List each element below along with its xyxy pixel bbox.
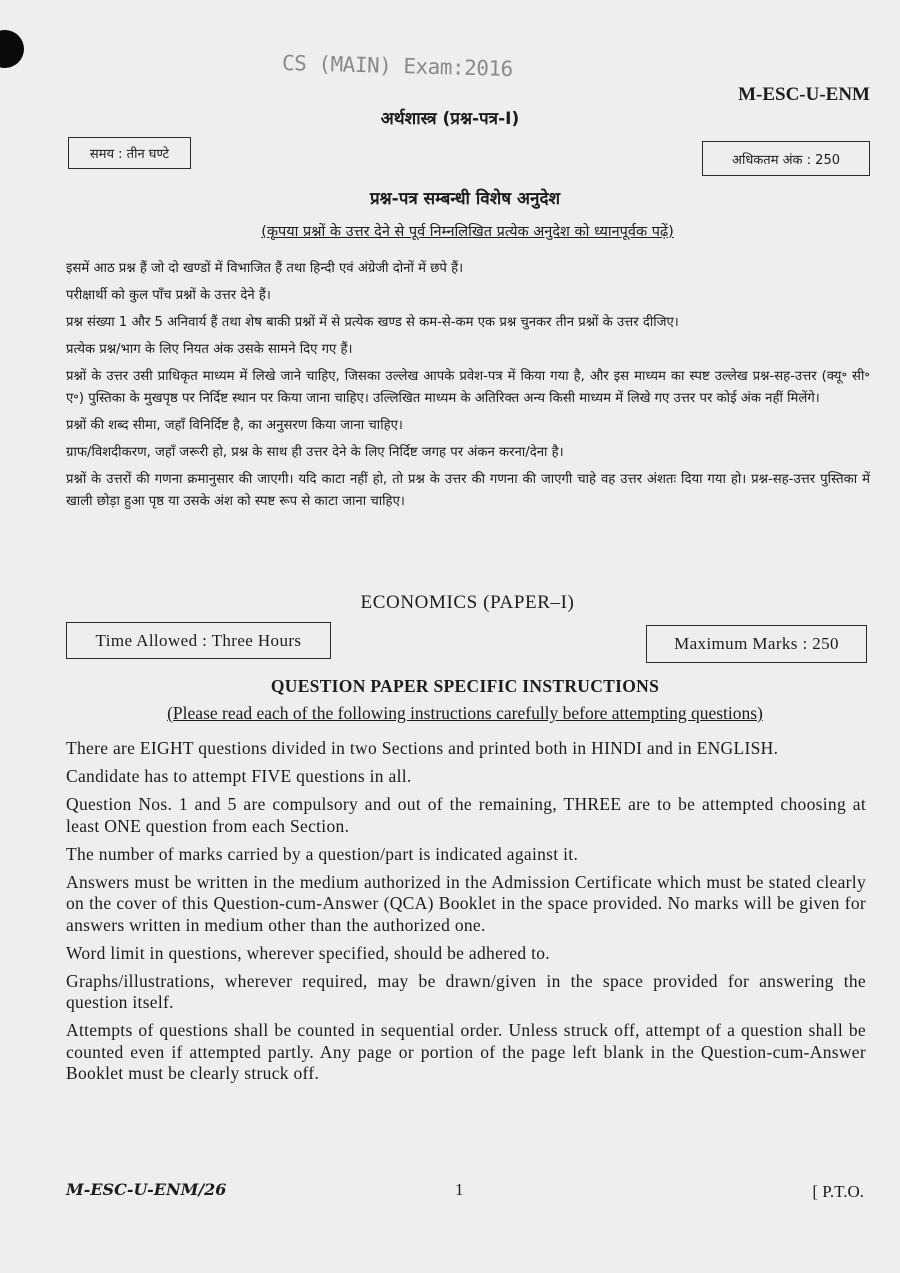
english-instruction: Question Nos. 1 and 5 are compulsory and out of the remaining, THREE are to be attempted choosing at least ONE question from each Section. <box>66 794 866 836</box>
hindi-instruction: प्रश्नों की शब्द सीमा, जहाँ विनिर्दिष्ट है, का अनुसरण किया जाना चाहिए। <box>66 418 403 433</box>
hindi-max-marks-label: अधिकतम अंक : 250 <box>732 152 840 168</box>
english-instruction: There are EIGHT questions divided in two Sections and printed both in HINDI and in ENGLISH. <box>66 738 779 758</box>
hindi-instruction: प्रत्येक प्रश्न/भाग के लिए नियत अंक उसके सामने दिए गए हैं। <box>66 342 353 357</box>
hindi-instruction: ग्राफ/विशदीकरण, जहाँ जरूरी हो, प्रश्न के साथ ही उत्तर देने के लिए निर्दिष्ट जगह पर अंकन करना/देना है। <box>66 445 564 460</box>
hindi-instruction: परीक्षार्थी को कुल पाँच प्रश्नों के उत्तर देने हैं। <box>66 288 271 303</box>
paper-code: M-ESC-U-ENM <box>738 84 870 105</box>
exam-stamp: CS (MAIN) Exam:2016 <box>281 50 513 82</box>
english-instruction: Answers must be written in the medium authorized in the Admission Certificate which must be stated clearly on the cover of this Question-cum-Answer (QCA) Booklet in the space provided. No marks will be given for answers written in medium other than the authorized one. <box>66 871 866 935</box>
time-allowed-label: Time Allowed : Three Hours <box>95 630 302 650</box>
hindi-paper-title: अर्थशास्त्र (प्रश्न-पत्र-I) <box>380 109 520 129</box>
footer-paper-code: M-ESC-U-ENM/26 <box>66 1180 227 1199</box>
hindi-instruction: प्रश्न संख्या 1 और 5 अनिवार्य हैं तथा शेष बाकी प्रश्नों में से प्रत्येक खण्ड से कम-से-कम एक प्रश्न चुनकर तीन प्रश्नों के उत्तर दीजिए। <box>66 315 679 330</box>
max-marks-box <box>646 625 867 663</box>
english-instruction: The number of marks carried by a question/part is indicated against it. <box>66 843 579 864</box>
english-instruction: Candidate has to attempt FIVE questions in all. <box>66 766 412 786</box>
page-number: 1 <box>455 1180 464 1199</box>
hindi-instructions-list <box>66 258 870 518</box>
hindi-max-marks-box <box>702 141 870 176</box>
hindi-instruction: प्रश्नों के उत्तर उसी प्राधिकृत माध्यम में लिखे जाने चाहिए, जिसका उल्लेख आपके प्रवेश-पत्र में किया गया है, और इस माध्यम का स्पष्ट उल्लेख प्रश्न-सह-उत्तर (क्यू॰ सी॰ ए॰) पुस्तिका के मुखपृष्ठ पर निर्दिष्ट स्थान पर किया जाना चाहिए। उल्लिखित माध्यम के अतिरिक्त अन्य किसी माध्यम में लिखे गए उत्तर पर कोई अंक नहीं मिलेंगे। <box>66 369 870 406</box>
max-marks-label: Maximum Marks : 250 <box>674 634 839 653</box>
hindi-instruction: इसमें आठ प्रश्न हैं जो दो खण्डों में विभाजित हैं तथा हिन्दी एवं अंग्रेजी दोनों में छपे हैं। <box>66 261 464 276</box>
english-instructions-subheading: (Please read each of the following instructions carefully before attempting questions) <box>167 703 763 723</box>
english-instructions-list <box>66 738 866 1091</box>
english-paper-title: ECONOMICS (PAPER–I) <box>360 592 575 613</box>
punch-hole <box>0 30 24 68</box>
hindi-time-box <box>68 137 191 169</box>
english-instruction: Word limit in questions, wherever specified, should be adhered to. <box>66 942 550 963</box>
hindi-time-label: समय : तीन घण्टे <box>89 147 170 162</box>
please-turn-over: [ P.T.O. <box>812 1182 864 1201</box>
english-instruction: Graphs/illustrations, wherever required, may be drawn/given in the space provided for answering the question itself. <box>66 970 866 1012</box>
time-allowed-box <box>66 622 331 659</box>
english-instructions-heading: QUESTION PAPER SPECIFIC INSTRUCTIONS <box>270 676 660 696</box>
hindi-instruction: प्रश्नों के उत्तरों की गणना क्रमानुसार की जाएगी। यदि काटा नहीं हो, तो प्रश्न के उत्तर की गणना की जाएगी चाहे वह उत्तर अंशतः दिया गया हो। प्रश्न-सह-उत्तर पुस्तिका में खाली छोड़ा हुआ पृष्ठ या उसके अंश को स्पष्ट रूप से काटा जाना चाहिए। <box>66 472 870 509</box>
english-instruction: Attempts of questions shall be counted in sequential order. Unless struck off, attempt of a question shall be counted even if attempted partly. Any page or portion of the page left blank in the Question-cum-Answer Booklet must be clearly struck off. <box>66 1020 866 1083</box>
hindi-instructions-subheading: (कृपया प्रश्नों के उत्तर देने से पूर्व निम्नलिखित प्रत्येक अनुदेश को ध्यानपूर्वक पढ़ें) <box>261 224 674 240</box>
hindi-instructions-heading: प्रश्न-पत्र सम्बन्धी विशेष अनुदेश <box>369 189 561 209</box>
